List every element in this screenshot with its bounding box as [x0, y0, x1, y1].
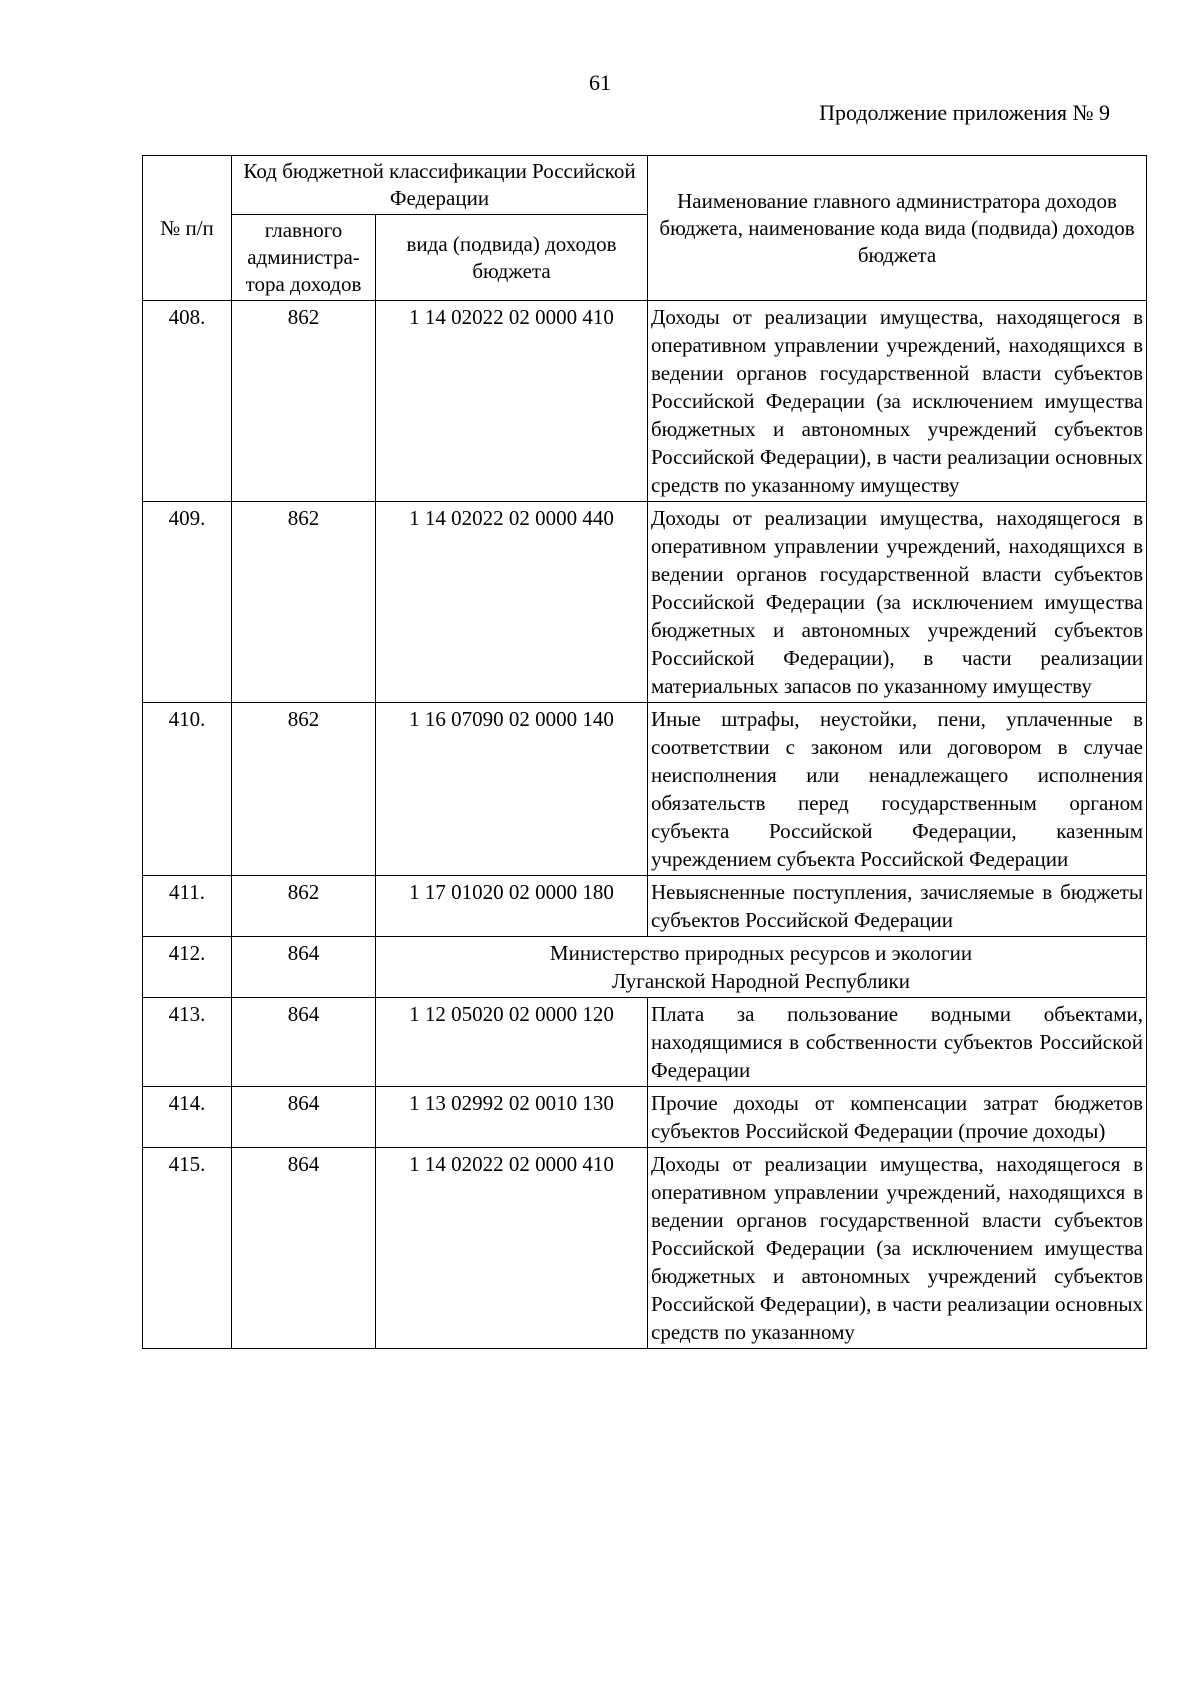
table-row — [143, 502, 1147, 703]
row-num: 415. — [143, 1148, 232, 1349]
row-name: Доходы от реализации имущества, находящегося в оперативном управлении учреждений, находящихся в ведении органов государственной власти субъектов Российской Федерации (за исключением имущества бюджетных и автономных учреждений субъектов Российской Федерации), в части реализации материальных запасов по указанному имуществу — [648, 502, 1147, 703]
table-row — [143, 301, 1147, 502]
row-num: 411. — [143, 876, 232, 937]
table-row-section — [143, 937, 1147, 998]
section-title-line: Луганской Народной Республики — [612, 969, 910, 993]
table-row — [143, 998, 1147, 1087]
row-code: 1 14 02022 02 0000 440 — [376, 502, 648, 703]
header-row-1 — [143, 156, 1147, 215]
row-code: 1 13 02992 02 0010 130 — [376, 1087, 648, 1148]
header-num: № п/п — [143, 156, 232, 301]
page-number: 61 — [589, 70, 611, 95]
row-num: 408. — [143, 301, 232, 502]
row-admin: 864 — [232, 1087, 376, 1148]
table-row — [143, 1087, 1147, 1148]
row-name: Доходы от реализации имущества, находящегося в оперативном управлении учреждений, находящихся в ведении органов государственной власти субъектов Российской Федерации (за исключением имущества бюджетных и автономных учреждений субъектов Российской Федерации), в части реализации основных средств по указанному имуществу — [648, 301, 1147, 502]
row-admin: 862 — [232, 502, 376, 703]
row-admin: 862 — [232, 703, 376, 876]
row-name: Иные штрафы, неустойки, пени, уплаченные в соответствии с законом или договором в случае неисполнения или ненадлежащего исполнения обязательств перед государственным органом субъекта Российской Федерации, казенным учреждением субъекта Российской Федерации — [648, 703, 1147, 876]
header-name: Наименование главного администратора доходов бюджета, наименование кода вида (подвида) доходов бюджета — [648, 156, 1147, 301]
row-code: 1 16 07090 02 0000 140 — [376, 703, 648, 876]
revenue-classification-table — [142, 155, 1147, 1349]
row-admin: 862 — [232, 876, 376, 937]
header-kind: вида (подвида) доходов бюджета — [376, 215, 648, 301]
row-admin: 864 — [232, 1148, 376, 1349]
header-admin: главного администра-тора доходов — [232, 215, 376, 301]
row-num: 409. — [143, 502, 232, 703]
table-row — [143, 876, 1147, 937]
row-admin: 864 — [232, 937, 376, 998]
header-code-group: Код бюджетной классификации Российской Федерации — [232, 156, 648, 215]
row-admin: 862 — [232, 301, 376, 502]
row-name: Плата за пользование водными объектами, находящимися в собственности субъектов Российской Федерации — [648, 998, 1147, 1087]
row-admin: 864 — [232, 998, 376, 1087]
section-title — [376, 937, 1147, 998]
appendix-continuation: Продолжение приложения № 9 — [819, 100, 1110, 125]
row-code: 1 14 02022 02 0000 410 — [376, 301, 648, 502]
row-num: 410. — [143, 703, 232, 876]
row-name: Невыясненные поступления, зачисляемые в бюджеты субъектов Российской Федерации — [648, 876, 1147, 937]
table-row — [143, 703, 1147, 876]
row-num: 413. — [143, 998, 232, 1087]
section-title-line: Министерство природных ресурсов и экологии — [549, 941, 973, 965]
table-row — [143, 1148, 1147, 1349]
row-code: 1 12 05020 02 0000 120 — [376, 998, 648, 1087]
row-name: Доходы от реализации имущества, находящегося в оперативном управлении учреждений, находящихся в ведении органов государственной власти субъектов Российской Федерации (за исключением имущества бюджетных и автономных учреждений субъектов Российской Федерации), в части реализации основных средств по указанному — [648, 1148, 1147, 1349]
row-code: 1 14 02022 02 0000 410 — [376, 1148, 648, 1349]
row-num: 414. — [143, 1087, 232, 1148]
row-num: 412. — [143, 937, 232, 998]
row-code: 1 17 01020 02 0000 180 — [376, 876, 648, 937]
row-name: Прочие доходы от компенсации затрат бюджетов субъектов Российской Федерации (прочие доходы) — [648, 1087, 1147, 1148]
